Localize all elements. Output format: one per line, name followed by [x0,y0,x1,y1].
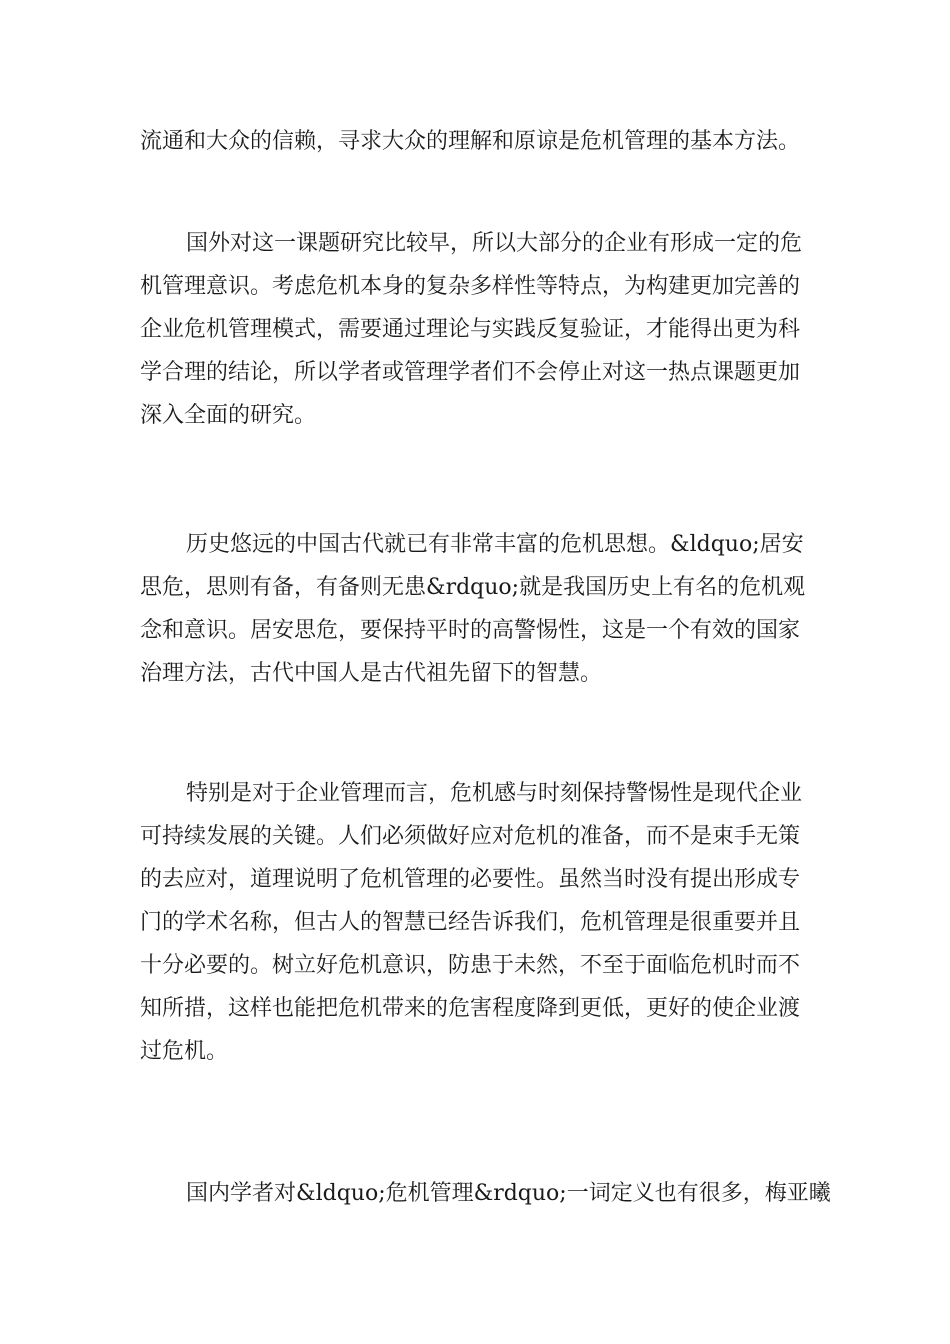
paragraph-line: 念和意识。居安思危，要保持平时的高警惕性，这是一个有效的国家 [140,618,801,643]
paragraph-line: 历史悠远的中国古代就已有非常丰富的危机思想。&ldquo;居安 [186,532,804,557]
paragraph-line: 深入全面的研究。 [140,403,317,428]
paragraph-1 [140,120,830,163]
paragraph-line: 学合理的结论，所以学者或管理学者们不会停止对这一热点课题更加 [140,360,801,385]
paragraph-4 [140,772,830,1073]
paragraph-line: 可持续发展的关键。人们必须做好应对危机的准备，而不是束手无策 [140,824,801,849]
paragraph-line: 知所措，这样也能把危机带来的危害程度降到更低，更好的使企业渡 [140,996,801,1021]
paragraph-line: 企业危机管理模式，需要通过理论与实践反复验证，才能得出更为科 [140,317,801,342]
paragraph-line: 门的学术名称，但古人的智慧已经告诉我们，危机管理是很重要并且 [140,910,801,935]
paragraph-line: 十分必要的。树立好危机意识，防患于未然，不至于面临危机时而不 [140,953,801,978]
paragraph-3 [140,523,830,695]
paragraph-line: 机管理意识。考虑危机本身的复杂多样性等特点，为构建更加完善的 [140,274,801,299]
paragraph-2 [140,222,830,437]
paragraph-line: 过危机。 [140,1039,229,1064]
paragraph-line: 流通和大众的信赖，寻求大众的理解和原谅是危机管理的基本方法。 [140,129,801,154]
paragraph-line: 治理方法，古代中国人是古代祖先留下的智慧。 [140,661,603,686]
paragraph-line: 国内学者对&ldquo;危机管理&rdquo;一词定义也有很多，梅亚曦 [186,1181,831,1206]
paragraph-5 [140,1172,830,1215]
paragraph-line: 国外对这一课题研究比较早，所以大部分的企业有形成一定的危 [186,231,803,256]
paragraph-line: 特别是对于企业管理而言，危机感与时刻保持警惕性是现代企业 [186,781,803,806]
paragraph-line: 的去应对，道理说明了危机管理的必要性。虽然当时没有提出形成专 [140,867,801,892]
paragraph-line: 思危，思则有备，有备则无患&rdquo;就是我国历史上有名的危机观 [140,575,806,600]
